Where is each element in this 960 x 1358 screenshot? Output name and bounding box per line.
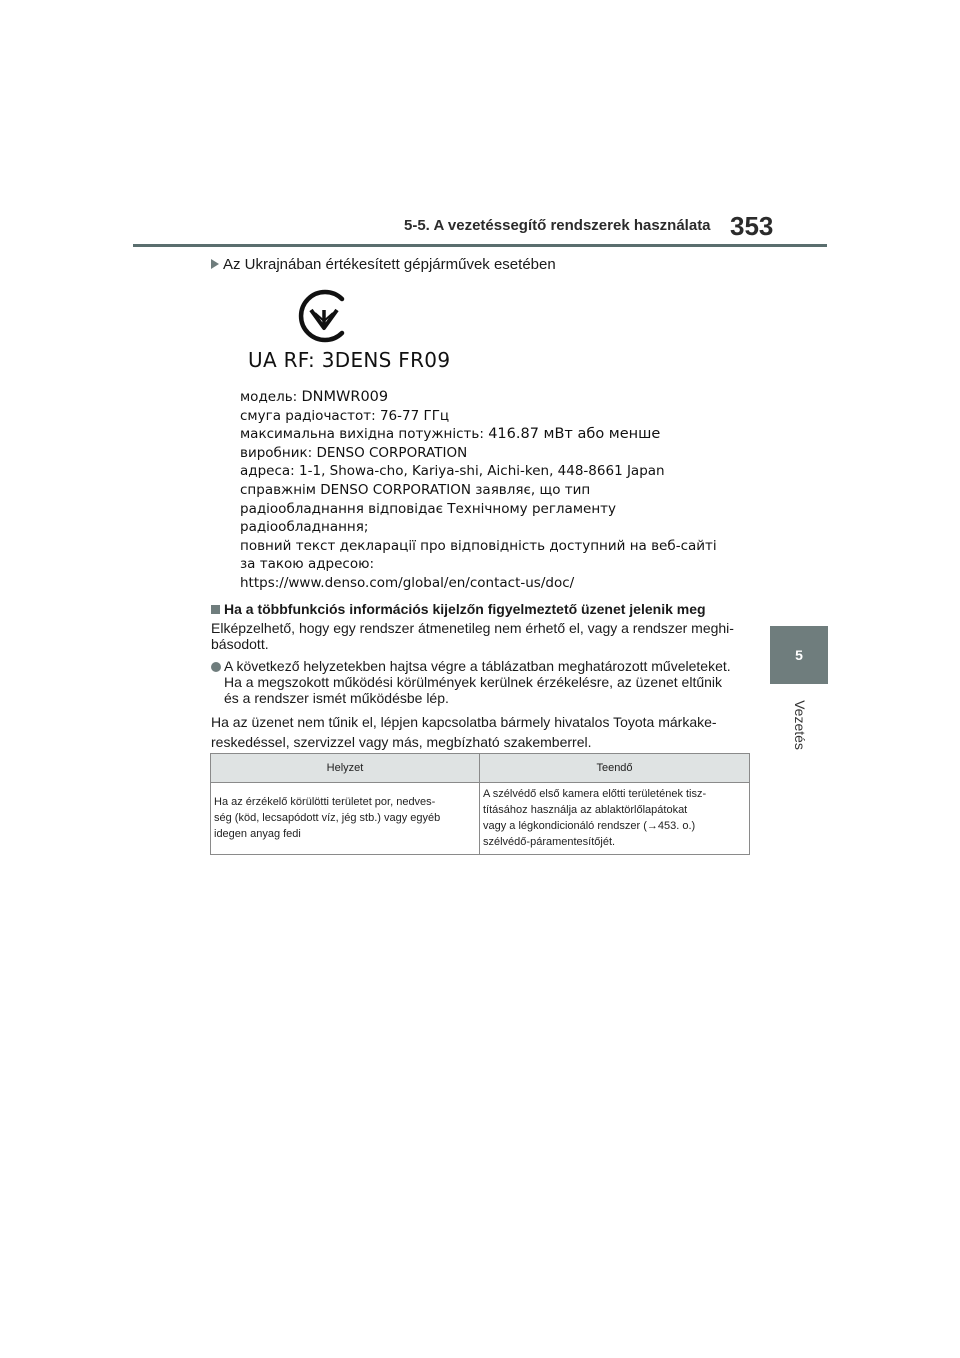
certificate-figure [228,282,728,598]
chapter-label-container [780,690,820,760]
subheading [211,256,556,273]
square-bullet-icon [211,605,220,614]
page-number: 353 [730,211,774,241]
cert-line: за такою адресою: [240,556,375,573]
situation-action-table [210,753,750,855]
triangle-bullet-icon [211,259,219,269]
cert-line: радіообладнання; [240,519,369,536]
cert-line: повний текст декларації про відповідність доступний на веб-сайті [240,537,717,554]
cert-line: модель: DNMWR009 [240,389,389,405]
subheading-text: Az Ukrajnában értékesített gépjárművek esetében [223,256,556,273]
ua-conformity-mark-icon [296,288,352,344]
round-bullet-icon [211,662,221,672]
column-header-situation: Helyzet [211,754,480,783]
cert-line: радіообладнання відповідає Технічному регламенту [240,500,616,517]
cert-line: адреса: 1-1, Showa-cho, Kariya-shi, Aichi-ken, 448-8661 Japan [240,463,665,480]
section-intro: Elképzelhető, hogy egy rendszer átmenetileg nem érhető el, vagy a rendszer meghi- básodott. [211,620,734,652]
cert-line: https://www.denso.com/global/en/contact-us/doc/ [240,574,575,591]
header-divider [133,244,827,247]
table-row [211,783,750,855]
cert-line: смуга радіочастот: 76-77 ГГц [240,407,450,424]
cell-situation: Ha az érzékelő körülötti területet por, nedves- ség (köd, lecsapódott víz, jég stb.) vagy egyéb idegen anyag fedi [211,783,480,855]
certificate-lines [240,388,730,593]
section-title: 5-5. A vezetéssegítő rendszerek használata [404,217,711,234]
column-header-action: Teendő [480,754,750,783]
cert-line: справжнім DENSO CORPORATION заявляє, що тип [240,481,591,498]
cell-action: A szélvédő első kamera előtti területének tisz- tításához használja az ablaktörlőlapátokat vagy a légkondicionáló rendszer (→453. o.) szélvédő-páramentesítőjét. [480,783,750,855]
cert-line: виробник: DENSO CORPORATION [240,444,468,461]
table-header-row [211,754,750,783]
chapter-label: Vezetés [792,700,809,750]
certificate-title: UA RF: 3DENS FR09 [248,348,451,372]
bullet-item: A következő helyzetekben hajtsa végre a táblázatban meghatározott műveleteket. Ha a megszokott működési körülmények kerülnek érzékelésre, az üzenet eltűnik és a rendszer ismét működésbe lép. [211,658,756,706]
contact-note: Ha az üzenet nem tűnik el, lépjen kapcsolatba bármely hivatalos Toyota márkake- reskedéssel, szervizzel vagy más, megbízható szakemberrel. [211,714,717,750]
section-heading: Ha a többfunkciós információs kijelzőn figyelmeztető üzenet jelenik meg [224,601,706,617]
chapter-number: 5 [795,647,803,663]
cert-line: максимальна вихідна потужність: 416.87 мВт або менше [240,426,661,443]
chapter-tab [770,626,828,684]
warning-section-heading [211,601,756,617]
